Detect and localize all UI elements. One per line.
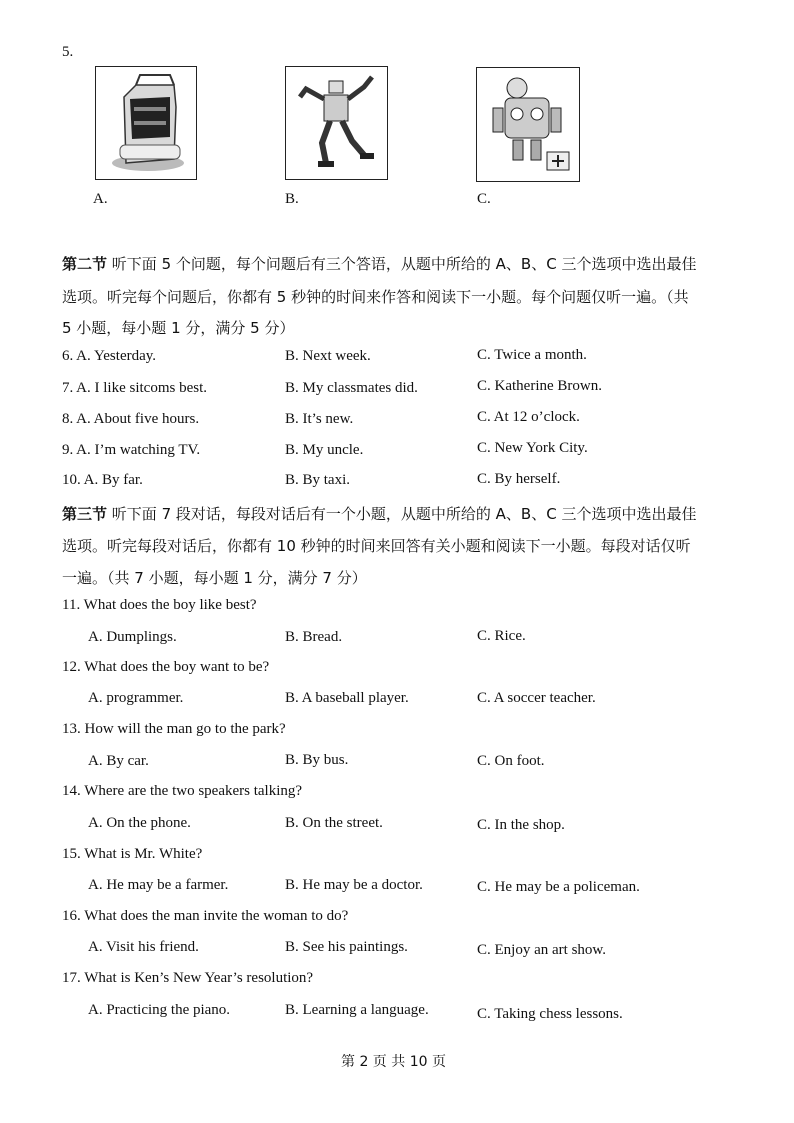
section3-instructions-line2: 选项。听完每段对话后，你都有 10 秒钟的时间来回答有关小题和阅读下一小题。每段对话仅听 [62,537,691,555]
q12-option-c[interactable]: C. A soccer teacher. [477,690,596,706]
q17-option-a[interactable]: A. Practicing the piano. [88,1002,231,1018]
option-b-image [285,66,388,180]
medical-robot-icon [477,68,579,181]
q10-option-b[interactable]: B. By taxi. [285,472,351,488]
q16-option-c[interactable]: C. Enjoy an art show. [477,942,607,958]
q17-option-b[interactable]: B. Learning a language. [285,1002,429,1018]
q17-option-c[interactable]: C. Taking chess lessons. [477,1006,623,1022]
q7-option-b[interactable]: B. My classmates did. [285,380,418,396]
option-c-label[interactable]: C. [477,191,491,207]
section3-title: 第三节 [62,505,108,523]
q13-question: 13. How will the man go to the park? [62,721,286,737]
q16-option-b[interactable]: B. See his paintings. [285,939,408,955]
shopping-cart-robot-icon [96,67,196,179]
section2-title: 第二节 [62,255,108,273]
page-footer: 第 2 页 共 10 页 [341,1054,446,1070]
option-a-label[interactable]: A. [93,191,108,207]
q14-question: 14. Where are the two speakers talking? [62,783,303,799]
section3-instructions-line3: 一遍。（共 7 小题，每小题 1 分，满分 7 分） [62,569,367,587]
q11-option-c[interactable]: C. Rice. [477,628,526,644]
q12-option-b[interactable]: B. A baseball player. [285,690,409,706]
option-a-image [95,66,197,180]
q8-option-a[interactable]: 8. A. About five hours. [62,411,200,427]
q12-option-a[interactable]: A. programmer. [88,690,184,706]
q11-option-b[interactable]: B. Bread. [285,629,343,645]
q7-option-c[interactable]: C. Katherine Brown. [477,378,602,394]
question-5-number: 5. [62,44,74,60]
q15-option-c[interactable]: C. He may be a policeman. [477,879,640,895]
humanoid-robot-icon [286,67,387,179]
section3-instructions-line1 [62,503,696,524]
q8-option-c[interactable]: C. At 12 o’clock. [477,409,580,425]
q16-question: 16. What does the man invite the woman to do? [62,908,349,924]
q6-option-b[interactable]: B. Next week. [285,348,371,364]
section2-instructions-line3: 5 小题，每小题 1 分，满分 5 分） [62,319,295,337]
q16-option-a[interactable]: A. Visit his friend. [88,939,199,955]
q9-option-c[interactable]: C. New York City. [477,440,588,456]
q11-option-a[interactable]: A. Dumplings. [88,629,177,645]
q13-option-a[interactable]: A. By car. [88,753,149,769]
q15-option-b[interactable]: B. He may be a doctor. [285,877,423,893]
q8-option-b[interactable]: B. It’s new. [285,411,354,427]
q14-option-a[interactable]: A. On the phone. [88,815,191,831]
section2-instructions-line2: 选项。听完每个问题后，你都有 5 秒钟的时间来作答和阅读下一小题。每个问题仅听一遍。（共 [62,288,689,306]
section3-line1-text: 听下面 7 段对话，每段对话后有一个小题，从题中所给的 A、B、C 三个选项中选出最佳 [111,505,697,523]
q14-option-b[interactable]: B. On the street. [285,815,383,831]
option-c-image [476,67,580,182]
q15-option-a[interactable]: A. He may be a farmer. [88,877,229,893]
q12-question: 12. What does the boy want to be? [62,659,270,675]
q14-option-c[interactable]: C. In the shop. [477,817,565,833]
q15-question: 15. What is Mr. White? [62,846,203,862]
option-b-label[interactable]: B. [285,191,299,207]
q11-question: 11. What does the boy like best? [62,597,257,613]
q6-option-a[interactable]: 6. A. Yesterday. [62,348,157,364]
q13-option-c[interactable]: C. On foot. [477,753,545,769]
q10-option-c[interactable]: C. By herself. [477,471,561,487]
section2-instructions-line1 [62,253,696,274]
q17-question: 17. What is Ken’s New Year’s resolution? [62,970,314,986]
q13-option-b[interactable]: B. By bus. [285,752,349,768]
section2-line1-text: 听下面 5 个问题，每个问题后有三个答语，从题中所给的 A、B、C 三个选项中选出最佳 [111,255,697,273]
q7-option-a[interactable]: 7. A. I like sitcoms best. [62,380,207,396]
q9-option-a[interactable]: 9. A. I’m watching TV. [62,442,201,458]
q9-option-b[interactable]: B. My uncle. [285,442,364,458]
q10-option-a[interactable]: 10. A. By far. [62,472,143,488]
q6-option-c[interactable]: C. Twice a month. [477,347,587,363]
